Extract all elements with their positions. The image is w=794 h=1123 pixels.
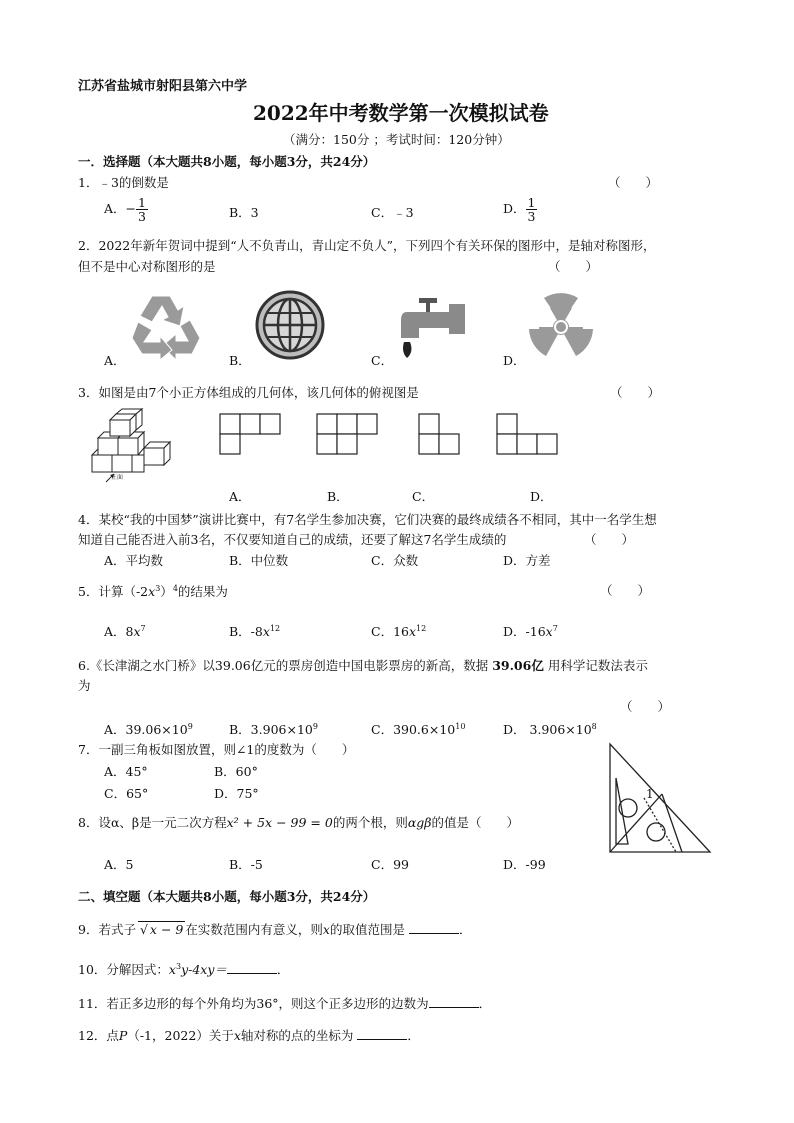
q5-option-d: D．$-16x^7$ bbox=[503, 624, 558, 640]
q10-stem: 10．分解因式：$x^3y-4xy=$ ． bbox=[78, 962, 290, 978]
top-view-option-a bbox=[219, 413, 289, 458]
q1-option-b: B．3 bbox=[229, 205, 259, 220]
page-title: 2022年中考数学第一次模拟试卷 bbox=[253, 101, 549, 125]
q4-option-d: D．方差 bbox=[503, 553, 551, 568]
q2-option-a: A． bbox=[104, 353, 126, 368]
q5-answer-paren: （ ） bbox=[600, 583, 651, 598]
q6-option-c: C．$390.6\times 10^{10}$ bbox=[371, 722, 466, 738]
recycle-icon bbox=[130, 292, 204, 362]
q4-stem-line2: 知道自己能否进入前3名，不仅要知道自己的成绩，还要了解这7名学生成绩的 bbox=[78, 532, 507, 547]
section-1-title: 一．选择题（本大题共8小题，每小题3分，共24分） bbox=[78, 154, 376, 169]
q4-answer-paren: （ ） bbox=[584, 532, 635, 547]
q11-answer-blank[interactable] bbox=[429, 996, 479, 1008]
q4-option-a: A．平均数 bbox=[104, 553, 164, 568]
q5-option-b: B．$-8x^{12}$ bbox=[229, 624, 281, 640]
q8-option-b: B．-5 bbox=[229, 857, 263, 872]
q3-option-a: A． bbox=[229, 489, 251, 504]
q6-stem-line1: 6.《长津湖之水门桥》以39.06亿元的票房创造中国电影票房的新高，数据 39.06亿 用科学记数法表示 bbox=[78, 658, 648, 673]
q10-answer-blank[interactable] bbox=[227, 962, 277, 974]
q2-option-b: B． bbox=[229, 353, 251, 368]
q5-option-c: C．$16x^{12}$ bbox=[371, 624, 427, 640]
q1-option-d: D． $\frac{1}{3}$ bbox=[503, 195, 536, 225]
q2-stem-line2: 但不是中心对称图形的是 bbox=[78, 259, 216, 274]
q5-stem: 5．计算$(-2x^3)^4$的结果为 bbox=[78, 584, 228, 600]
faucet-icon bbox=[393, 294, 469, 362]
q5-option-a: A．$8x^7$ bbox=[104, 624, 146, 640]
globe-icon bbox=[253, 289, 327, 361]
q1-answer-paren: （ ） bbox=[608, 175, 659, 190]
q8-stem: 8．设α、β是一元二次方程x² + 5x − 99 = 0的两个根，则αgβ的值是（ ） bbox=[78, 815, 520, 830]
top-view-option-d bbox=[496, 413, 566, 463]
q7-option-a: A．45° bbox=[104, 764, 148, 779]
q1-option-a: A．− $\frac{1}{3}$ bbox=[104, 195, 146, 225]
q2-option-c: C． bbox=[371, 353, 394, 368]
q8-option-a: A．5 bbox=[104, 857, 134, 872]
q3-answer-paren: （ ） bbox=[610, 385, 661, 400]
q4-option-b: B．中位数 bbox=[229, 553, 289, 568]
q7-stem: 7．一副三角板如图放置，则∠1的度数为（ ） bbox=[78, 742, 355, 757]
q4-option-c: C．众数 bbox=[371, 553, 419, 568]
q9-stem: 9．若式子 √ x − 9 在实数范围内有意义，则x的取值范围是 ． bbox=[78, 922, 472, 937]
q6-option-d: D． $3.906\times 10^8$ bbox=[503, 722, 597, 738]
q3-option-c: C． bbox=[412, 489, 435, 504]
q4-stem-line1: 4．某校“我的中国梦”演讲比赛中，有7名学生参加决赛，它们决赛的最终成绩各不相同，其中一名学生想 bbox=[78, 512, 657, 527]
angle-1-label: 1 bbox=[646, 787, 654, 801]
q8-option-d: D．-99 bbox=[503, 857, 546, 872]
q9-answer-blank[interactable] bbox=[409, 922, 459, 934]
q6-answer-paren: （ ） bbox=[620, 699, 671, 714]
radiation-icon-wedges bbox=[526, 292, 596, 362]
school-name: 江苏省盐城市射阳县第六中学 bbox=[78, 79, 248, 94]
q2-option-d: D． bbox=[503, 353, 526, 368]
top-view-option-b bbox=[316, 413, 386, 458]
exam-info: （满分：150分 ；考试时间：120分钟） bbox=[283, 132, 510, 147]
q6-stem-line2: 为 bbox=[78, 678, 91, 693]
q3-stem: 3．如图是由7个小正方体组成的几何体，该几何体的俯视图是 bbox=[78, 385, 419, 400]
q7-option-b: B．60° bbox=[214, 764, 258, 779]
q3-option-d: D． bbox=[530, 489, 553, 504]
q2-answer-paren: （ ） bbox=[548, 259, 599, 274]
q8-option-c: C．99 bbox=[371, 857, 409, 872]
q6-option-a: A．$39.06\times 10^9$ bbox=[104, 722, 193, 738]
q11-stem: 11．若正多边形的每个外角均为36°，则这个正多边形的边数为 ． bbox=[78, 996, 492, 1011]
q12-answer-blank[interactable] bbox=[357, 1028, 407, 1040]
q12-stem: 12．点P（-1，2022）关于x轴对称的点的坐标为 ． bbox=[78, 1028, 420, 1043]
q7-option-c: C．65° bbox=[104, 786, 149, 801]
set-square-figure bbox=[604, 740, 714, 855]
q1-stem: 1．﹣3的倒数是 bbox=[78, 175, 169, 190]
q6-option-b: B．$3.906\times 10^9$ bbox=[229, 722, 318, 738]
front-label: 正面 bbox=[111, 474, 124, 481]
q1-option-c: C．﹣3 bbox=[371, 205, 414, 220]
cube-solid-figure bbox=[90, 408, 180, 483]
q3-option-b: B． bbox=[327, 489, 349, 504]
section-2-title: 二、填空题（本大题共8小题，每小题3分，共24分） bbox=[78, 889, 376, 904]
q2-stem-line1: 2．2022年新年贺词中提到“人不负青山，青山定不负人”，下列四个有关环保的图形中，是轴对称图形， bbox=[78, 238, 656, 253]
top-view-option-c bbox=[418, 413, 468, 463]
q7-option-d: D．75° bbox=[214, 786, 259, 801]
